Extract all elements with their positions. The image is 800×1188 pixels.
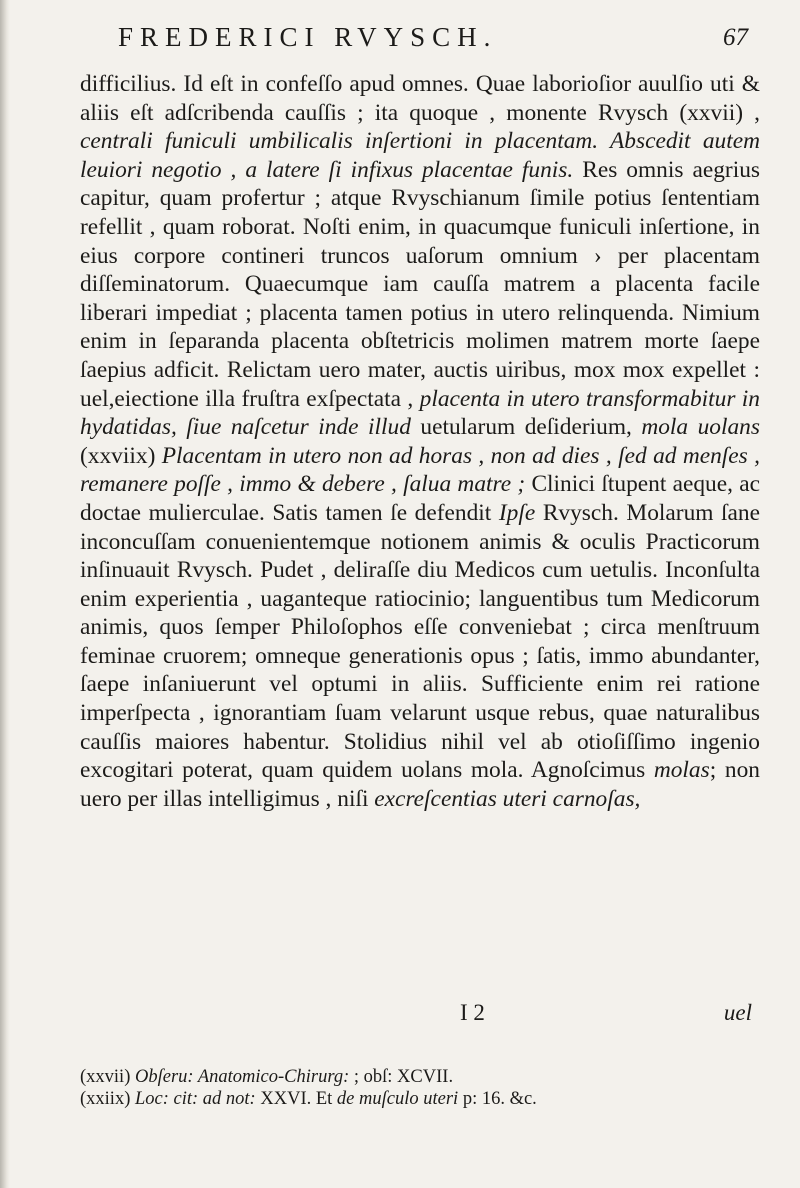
text-run: difficilius. Id eſt in confeſſo apud omnes. Quae laborioſior auulſio uti & aliis eſt adſcribenda cauſſis ; ita quoque , monente [80,71,760,126]
page-foot-line [80,1000,760,1028]
footnote-ref: (xxviix) [80,442,162,469]
footnote [80,1066,760,1088]
italic-quote: placenta in utero transformabitur in hydatidas, ſiue naſcetur inde illud [80,385,761,441]
footnote-text: p: 16. &c. [458,1089,537,1109]
paragraph [80,70,760,813]
italic-quote: centrali funiculi umbilicalis inſertioni in placentam. Abscedit autem leuiori negotio , a latere ſi infixus placentae funis. [80,128,760,183]
author-name: Rvysch [391,185,462,212]
author-name: Rvysch [542,499,613,526]
signature-mark: I 2 [460,1000,485,1025]
text-run: Clinici ſtupent aeque, ac doctae mulierculae. Satis tamen ſe defendit [80,471,760,526]
text-run: uetularum deſiderium, [410,414,642,441]
italic-quote: Ipſe [498,499,536,526]
italic-quote: excreſcentias uteri carnoſas, [374,785,641,812]
footnote-mark: (xxvii) [80,1067,131,1087]
page-header [0,22,800,62]
text-run: . Pudet , deliraſſe diu Medicos cum uetulis. Inconſulta enim experientia , uaganteque ratiocinio; languentibus tum Medicorum animis, quos ſemper Philoſophos eſſe conveniebat ; circa menſtruum feminae cruorem; omneque generationis opus ; ſatis, immo abundanter, ſaepe inſaniuerunt vel optumi in aliis. Sufficiente enim rei ratione imperſpecta , ignorantiam ſuam velarunt usque rebus, quae naturalibus cauſſis maiores habentur. Stolidius nihil vel ab otioſiſſimo ingenio excogitari poterat, quam quidem uolans mola. Agnoſcimus [80,557,760,784]
text-run: ; non uero per illas intelligimus , niſi [80,757,760,812]
footnote-text: XXVI. Et [255,1089,337,1109]
text-run: Res omnis aegrius capitur, quam profertur ; atque [80,156,760,212]
italic-quote: Placentam in utero non ad horas , non ad dies , ſed ad menſes , remanere poſſe , immo & debere , ſalua matre ; [80,442,760,498]
footnote-mark: (xxiix) [80,1089,131,1109]
page-number: 67 [723,24,748,51]
footnote-text: ; obſ: XCVII. [349,1067,454,1087]
footnote-citation: Obſeru: Anatomico-Chirurg: [134,1067,350,1087]
footnote [80,1088,760,1110]
italic-quote: mola uolans [641,414,760,441]
text-run: . Molarum ſane inconcuſſam conuenientemque notionem animis & oculis Practicorum inſinuauit [80,499,760,584]
catchword: uel [723,1000,752,1025]
footnote-citation: de muſculo uteri [336,1089,459,1109]
page-gutter [0,0,10,1188]
footnotes [80,1066,760,1110]
text-run: (xxvii) , [668,99,760,126]
italic-quote: molas [653,757,710,784]
running-title: FREDERICI RVYSCH. [118,22,498,52]
main-text [80,70,760,813]
text-run: ianum ſimile potius ſententiam refellit , quam roborat. Noſti enim, in quacumque funiculi inſertione, in eius corpore contineri truncos uaſorum omnium › per placentam diſſeminatorum. Quaecumque iam cauſſa matrem a placenta facile liberari impediat ; placenta tamen potius in utero relinquenda. Nimium enim in ſeparanda placenta obſtetricis molimen matrem morte ſaepe ſaepius adficit. Relictam uero mater, auctis uiribus, mox mox expellet : uel,eiectione illa fruſtra exſpectata , [80,185,760,412]
footnote-citation: Loc: cit: ad not: [134,1089,256,1109]
author-name: Rvysch [597,99,669,126]
author-name: Rvysch [176,557,248,584]
